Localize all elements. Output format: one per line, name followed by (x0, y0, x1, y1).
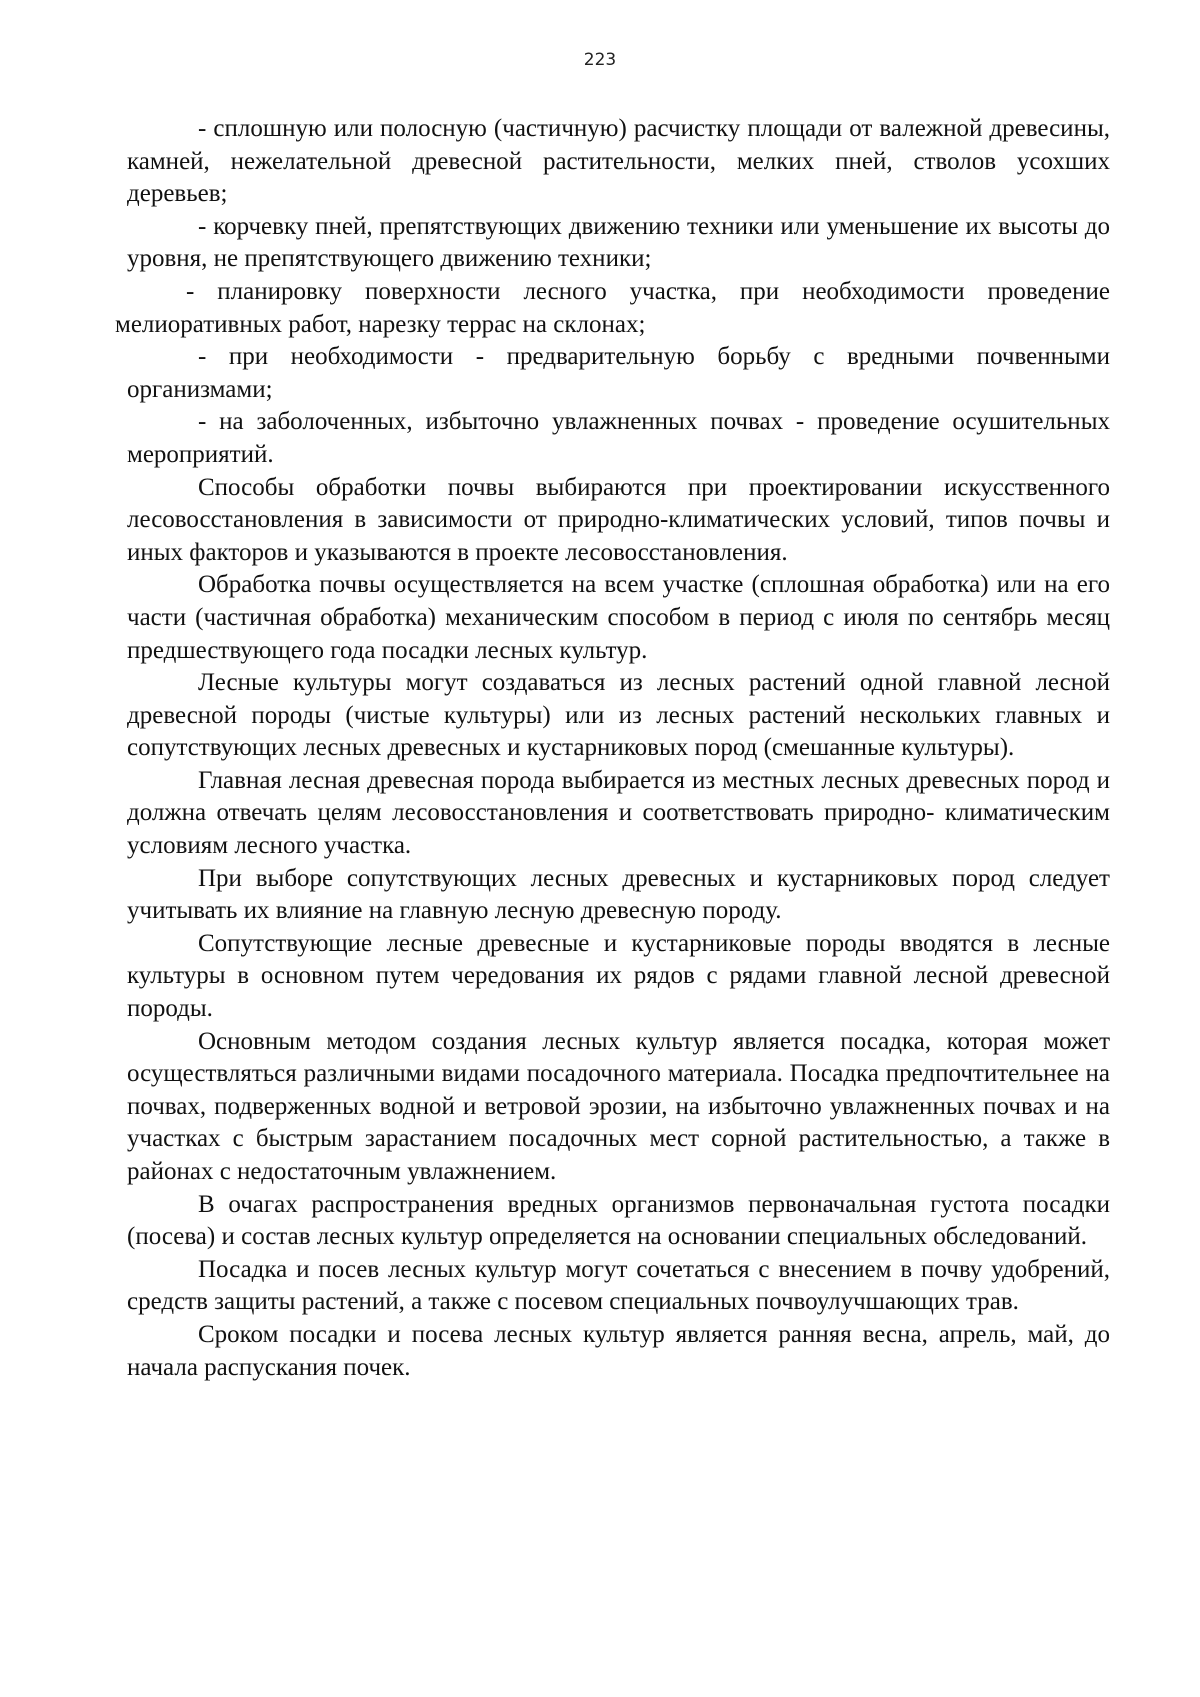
paragraph-stump-removal: - корчевку пней, препятствующих движению техники или уменьшение их высоты до уровня, не препятствующего движению техники; (127, 212, 1110, 273)
paragraph-planting-season: Сроком посадки и посева лесных культур является ранняя весна, апрель, май, до начала распускания почек. (127, 1320, 1110, 1381)
paragraph-planting-method: Основным методом создания лесных культур является посадка, которая может осуществляться различными видами посадочного материала. Посадка предпочтительнее на почвах, подверженных водной и ветровой эрозии, на избыточно увлажненных почвах и на участках с быстрым зарастанием посадочных мест сорной растительностью, а также в районах с недостаточным увлажнением. (127, 1027, 1110, 1185)
paragraph-forest-cultures: Лесные культуры могут создаваться из лесных растений одной главной лесной древесной породы (чистые культуры) или из лесных растений нескольких главных и сопутствующих лесных древесных и кустарниковых пород (смешанные культуры). (127, 669, 1110, 762)
paragraph-drainage: - на заболоченных, избыточно увлажненных почвах - проведение осушительных мероприятий. (127, 408, 1110, 468)
paragraph-tillage-methods: Способы обработки почвы выбираются при проектировании искусственного лесовосстановления в зависимости от природно-климатических условий, типов почвы и иных факторов и указываются в проекте лесовосстановления. (127, 473, 1110, 566)
paragraph-companion-introduction: Сопутствующие лесные древесные и кустарниковые породы вводятся в лесные культуры в основном путем чередования их рядов с рядами главной лесной древесной породы. (127, 929, 1110, 1023)
paragraph-main-species: Главная лесная древесная порода выбирается из местных лесных древесных пород и должна отвечать целям лесовосстановления и соответствовать природно- климатическим условиям лесного участка. (127, 766, 1110, 860)
paragraph-surface-planning: - планировку поверхности лесного участка, при необходимости проведение мелиоративных работ, нарезку террас на склонах; (115, 277, 1110, 338)
paragraph-tillage-timing: Обработка почвы осуществляется на всем участке (сплошная обработка) или на его части (частичная обработка) механическим способом в период с июля по сентябрь месяц предшествующего года посадки лесных культур. (127, 571, 1110, 664)
paragraph-pest-control: - при необходимости - предварительную борьбу с вредными почвенными организмами; (127, 343, 1110, 403)
paragraph-fertilizers: Посадка и посев лесных культур могут сочетаться с внесением в почву удобрений, средств защиты растений, а также с посевом специальных почвоулучшающих трав. (127, 1255, 1110, 1316)
paragraph-clearing: - сплошную или полосную (частичную) расчистку площади от валежной древесины, камней, нежелательной древесной растительности, мелких пней, стволов усохших деревьев; (127, 115, 1110, 208)
body-text (115, 113, 1110, 1384)
paragraph-companion-selection: При выборе сопутствующих лесных древесных и кустарниковых пород следует учитывать их влияние на главную лесную древесную породу. (127, 864, 1110, 925)
paragraph-pest-outbreaks: В очагах распространения вредных организмов первоначальная густота посадки (посева) и состав лесных культур определяется на основании специальных обследований. (127, 1190, 1110, 1251)
page-number: 223 (583, 50, 617, 70)
